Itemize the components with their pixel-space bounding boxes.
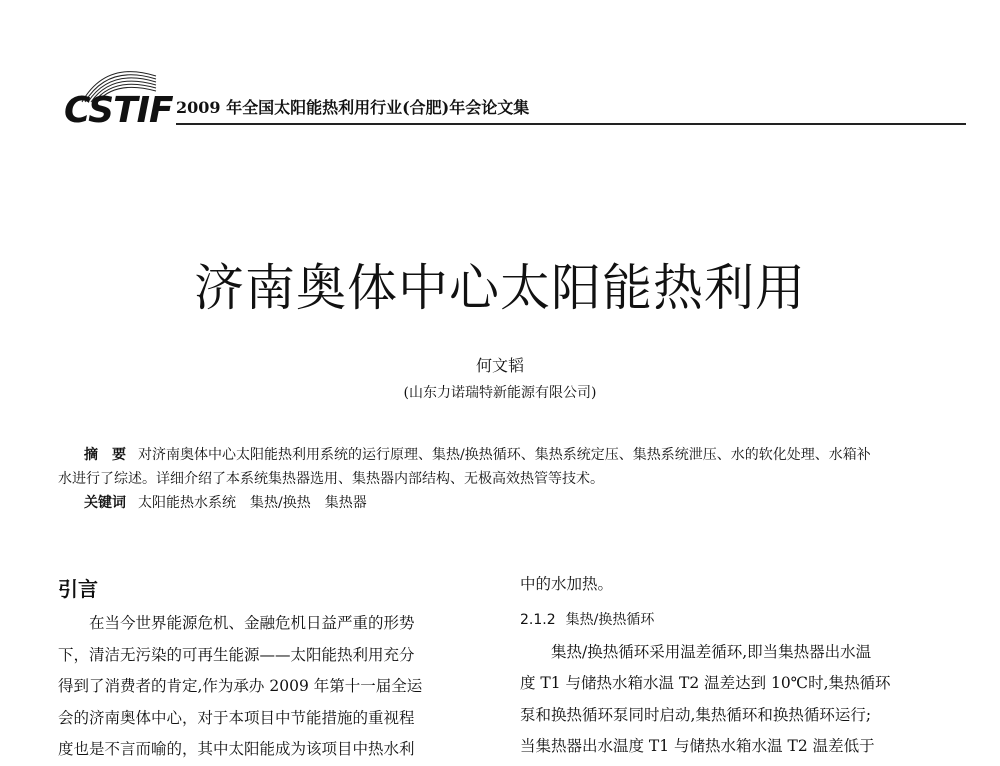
section-heading: 引言 [58, 577, 98, 601]
left-column [58, 573, 478, 766]
abstract-label: 摘 要 [84, 447, 126, 463]
abstract-line: 对济南奥体中心太阳能热利用系统的运行原理、集热/换热循环、集热系统定压、集热系统泄压、水的软化处理、水箱补 [138, 447, 871, 463]
author: 何文韬 [475, 356, 524, 375]
body-line: 度也是不言而喻的，其中太阳能成为该项目中热水利 [58, 740, 415, 758]
paper-title: 济南奥体中心太阳能热利用 [194, 259, 806, 317]
body-line: 中的水加热。 [520, 575, 614, 593]
keywords-text: 太阳能热水系统 集热/换热 集热器 [138, 495, 367, 511]
collection-title: 2009 年全国太阳能热利用行业(合肥)年会论文集 [176, 98, 530, 117]
body-line: 当集热器出水温度 T1 与储热水箱水温 T2 温差低于 [520, 737, 875, 755]
body-line: 会的济南奥体中心，对于本项目中节能措施的重视程 [58, 708, 415, 727]
body-line: 度 T1 与储热水箱水温 T2 温差达到 10℃时,集热循环 [520, 674, 891, 692]
header-rule [176, 123, 966, 125]
keywords [58, 491, 966, 515]
affiliation: (山东力诺瑞特新能源有限公司) [403, 385, 597, 401]
body-line: 集热/换热循环采用温差循环,即当集热器出水温 [551, 642, 872, 661]
body-line: 泵和换热循环泵同时启动,集热循环和换热循环运行; [520, 705, 872, 724]
logo-text: CSTIF [64, 90, 173, 131]
keywords-label: 关键词 [84, 495, 126, 511]
body-line: 在当今世界能源危机、金融危机日益严重的形势 [89, 614, 415, 632]
body-line: 得到了消费者的肯定,作为承办 2009 年第十一届全运 [58, 677, 423, 695]
abstract [58, 443, 966, 515]
subsection-title: 集热/换热循环 [565, 611, 655, 628]
subsection-number: 2.1.2 [520, 611, 556, 628]
body-line: 下，清洁无污染的可再生能源——太阳能热利用充分 [58, 645, 415, 664]
right-column [520, 569, 940, 763]
subsection-heading [520, 607, 940, 633]
abstract-line: 水进行了综述。详细介绍了本系统集热器选用、集热器内部结构、无极高效热管等技术。 [58, 471, 604, 487]
cstif-logo [60, 58, 180, 131]
